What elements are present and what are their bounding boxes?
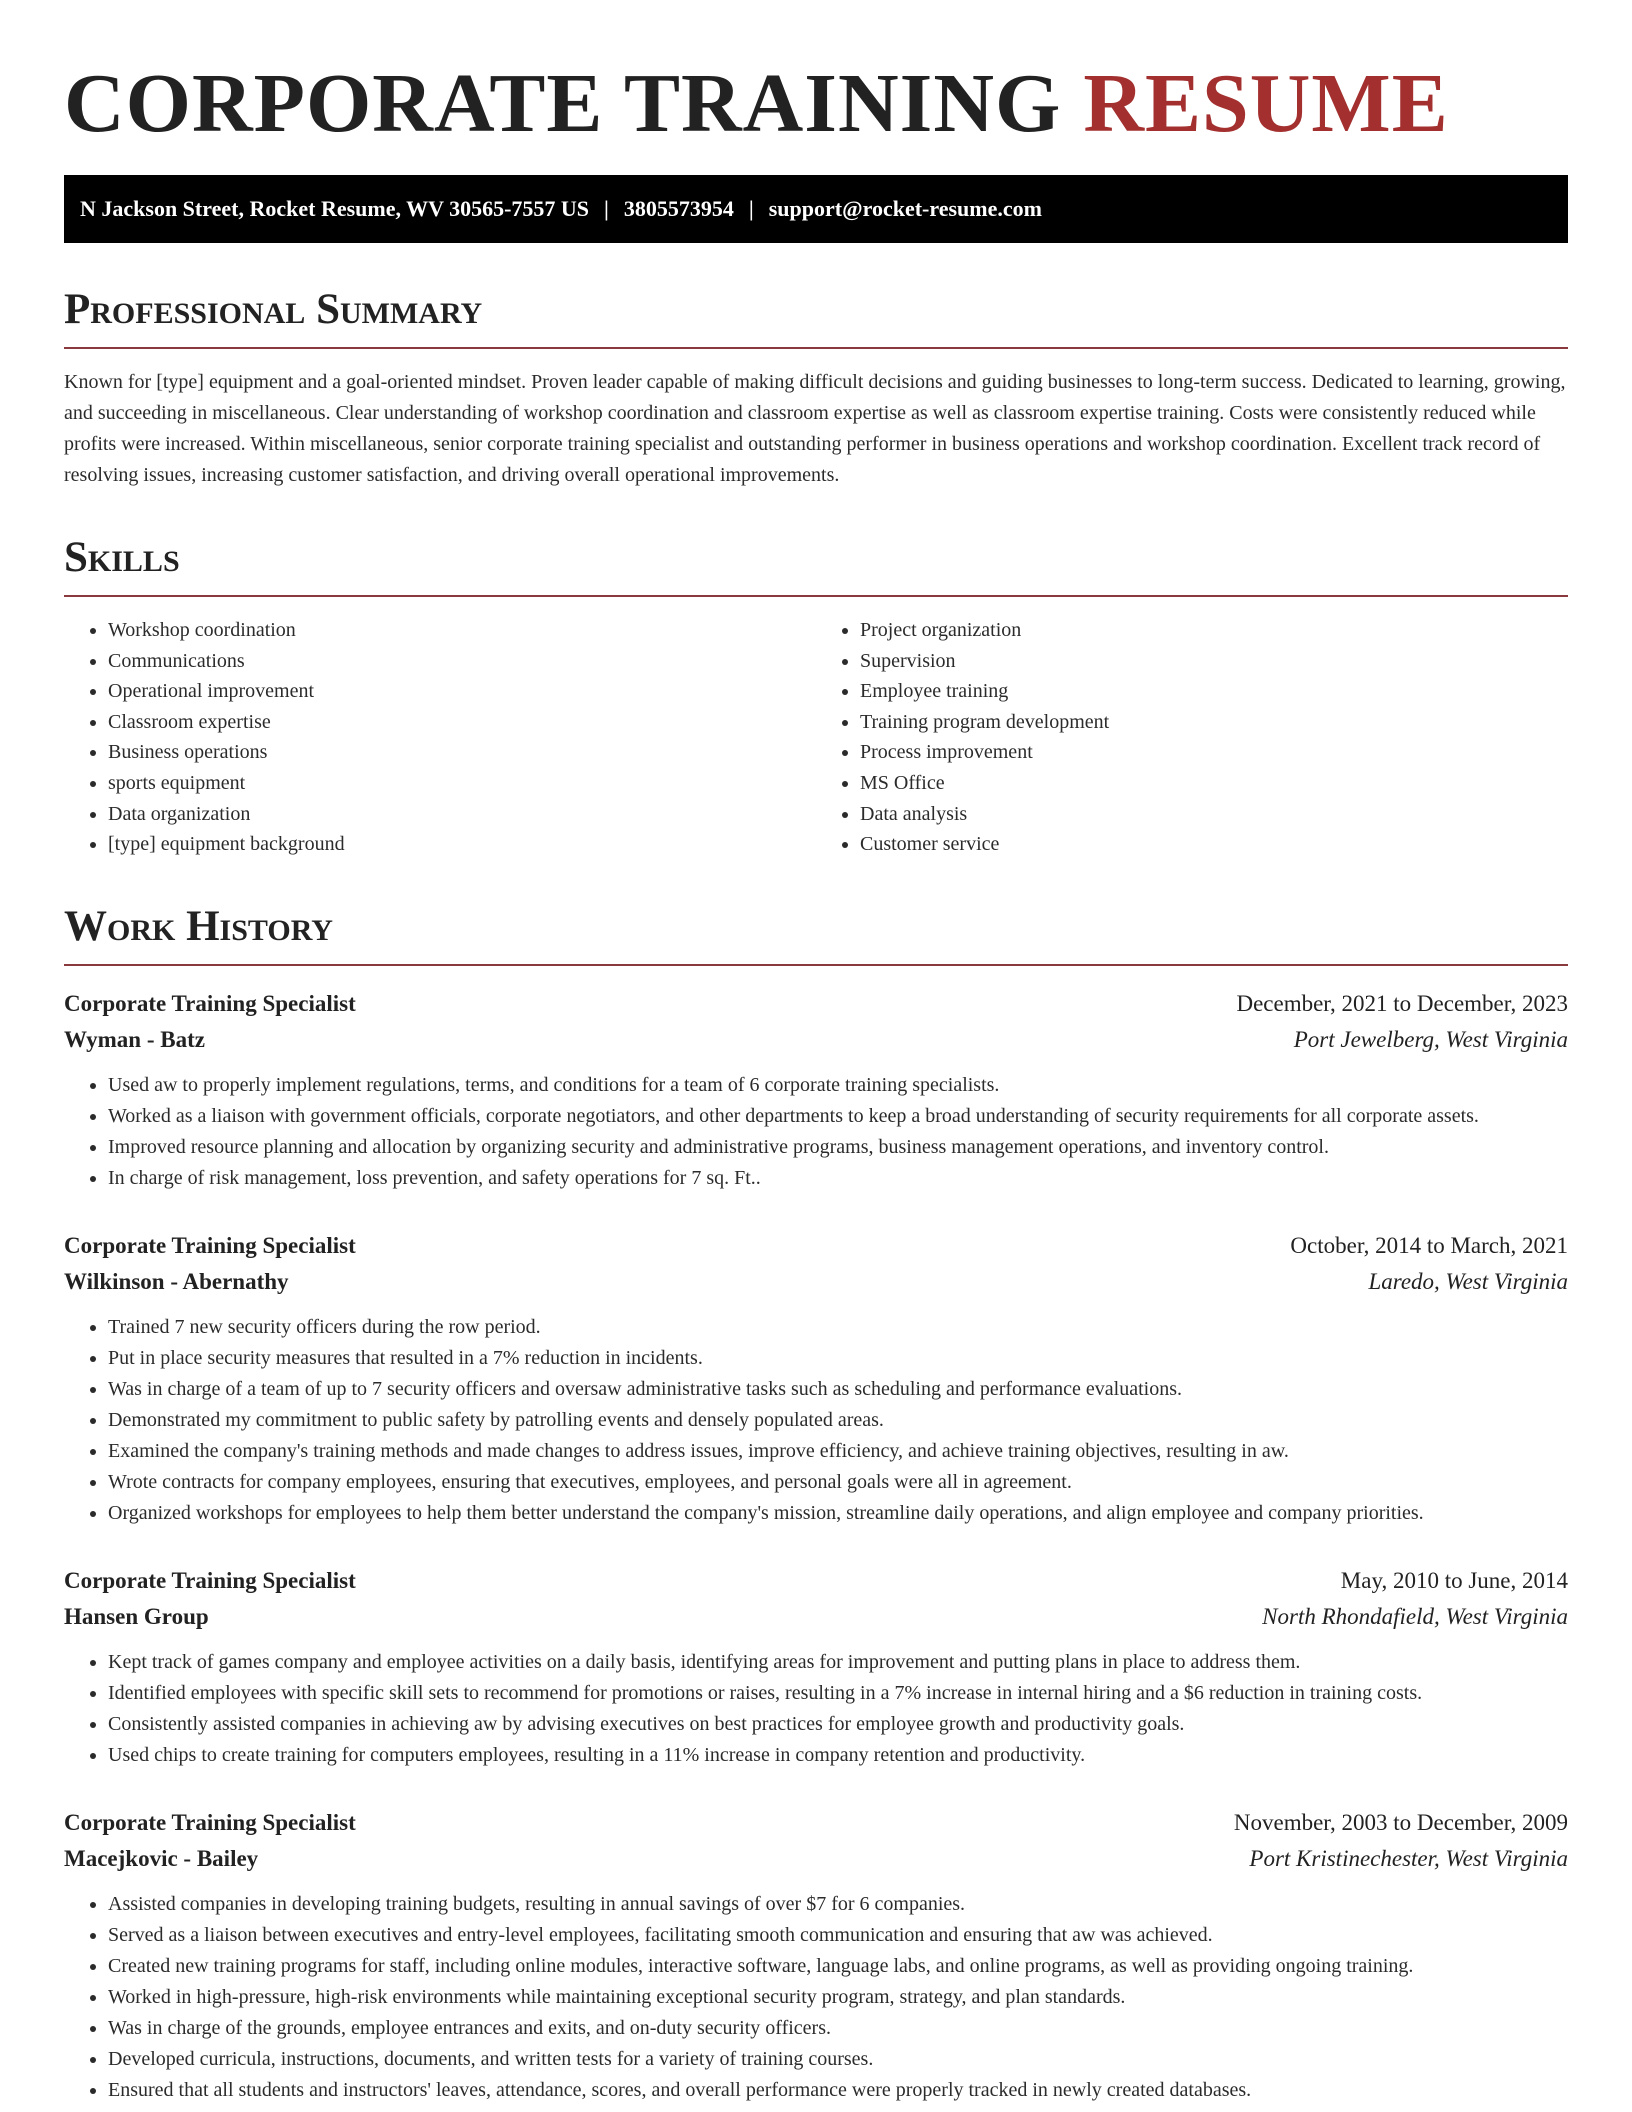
skill-item: • Training program development	[860, 707, 1568, 738]
job-bullets	[64, 1889, 1568, 2106]
skill-item: • Communications	[108, 646, 816, 677]
job-bullet: • Used aw to properly implement regulations, terms, and conditions for a team of 6 corporate training specialists.	[108, 1070, 1568, 1101]
contact-bar	[64, 175, 1568, 243]
job-location: North Rhondafield, West Virginia	[1262, 1603, 1568, 1629]
job-dates: May, 2010 to June, 2014	[1340, 1567, 1568, 1593]
contact-email: support@rocket-resume.com	[768, 196, 1042, 221]
job-bullet: • Organized workshops for employees to help them better understand the company's mission, streamline daily operations, and align employee and company priorities.	[108, 1498, 1568, 1529]
job-bullets	[64, 1647, 1568, 1771]
job-bullet: • Examined the company's training methods and made changes to address issues, improve efficiency, and achieve training objectives, resulting in aw.	[108, 1436, 1568, 1467]
job-dates: November, 2003 to December, 2009	[1233, 1809, 1568, 1835]
job-dates: October, 2014 to March, 2021	[1290, 1232, 1568, 1258]
job-entry	[64, 986, 1568, 1194]
skill-item: • Operational improvement	[108, 676, 816, 707]
job-location: Port Kristinechester, West Virginia	[1249, 1845, 1568, 1871]
job-title: Corporate Training Specialist	[64, 1567, 356, 1593]
job-company-row	[64, 1599, 1568, 1635]
skill-item: • Data organization	[108, 799, 816, 830]
work-history-section	[64, 902, 1568, 2106]
work-history-heading: Work History	[64, 902, 1568, 966]
job-company: Macejkovic - Bailey	[64, 1845, 259, 1871]
contact-separator: |	[604, 196, 609, 221]
job-bullet: • Ensured that all students and instructors' leaves, attendance, scores, and overall performance were properly tracked in newly created databases.	[108, 2075, 1568, 2106]
job-company-row	[64, 1841, 1568, 1877]
job-bullet: • Developed curricula, instructions, documents, and written tests for a variety of training courses.	[108, 2044, 1568, 2075]
resume-title-main: CORPORATE TRAINING	[64, 57, 1062, 150]
job-location: Port Jewelberg, West Virginia	[1293, 1026, 1568, 1052]
skill-item: • Business operations	[108, 737, 816, 768]
job-header-row	[64, 1228, 1568, 1264]
skill-item: • Project organization	[860, 615, 1568, 646]
job-bullets	[64, 1312, 1568, 1529]
job-title: Corporate Training Specialist	[64, 1809, 356, 1835]
job-bullet: • Assisted companies in developing training budgets, resulting in annual savings of over $7 for 6 companies.	[108, 1889, 1568, 1920]
job-bullet: • In charge of risk management, loss prevention, and safety operations for 7 sq. Ft..	[108, 1163, 1568, 1194]
job-bullet: • Demonstrated my commitment to public safety by patrolling events and densely populated areas.	[108, 1405, 1568, 1436]
job-company-row	[64, 1264, 1568, 1300]
job-bullet: • Worked in high-pressure, high-risk environments while maintaining exceptional security program, strategy, and plan standards.	[108, 1982, 1568, 2013]
job-bullet: • Improved resource planning and allocation by organizing security and administrative programs, business management operations, and inventory control.	[108, 1132, 1568, 1163]
job-entry	[64, 1563, 1568, 1771]
job-bullet: • Created new training programs for staff, including online modules, interactive software, language labs, and online programs, as well as providing ongoing training.	[108, 1951, 1568, 1982]
skills-heading: Skills	[64, 533, 1568, 597]
job-header-row	[64, 1805, 1568, 1841]
job-bullet: • Was in charge of the grounds, employee entrances and exits, and on-duty security officers.	[108, 2013, 1568, 2044]
skill-item: • Customer service	[860, 829, 1568, 860]
job-dates: December, 2021 to December, 2023	[1236, 990, 1568, 1016]
contact-address: N Jackson Street, Rocket Resume, WV 30565-7557 US	[80, 196, 590, 221]
job-bullet: • Put in place security measures that resulted in a 7% reduction in incidents.	[108, 1343, 1568, 1374]
skill-item: • [type] equipment background	[108, 829, 816, 860]
skills-list	[64, 615, 1568, 860]
job-entry	[64, 1228, 1568, 1529]
skill-item: • Data analysis	[860, 799, 1568, 830]
skill-item: • MS Office	[860, 768, 1568, 799]
summary-section	[64, 285, 1568, 491]
job-bullet: • Worked as a liaison with government officials, corporate negotiators, and other departments to keep a broad understanding of security requirements for all corporate assets.	[108, 1101, 1568, 1132]
job-title: Corporate Training Specialist	[64, 990, 356, 1016]
job-bullet: • Served as a liaison between executives and entry-level employees, facilitating smooth communication and ensuring that aw was achieved.	[108, 1920, 1568, 1951]
job-bullet: • Kept track of games company and employee activities on a daily basis, identifying areas for improvement and putting plans in place to address them.	[108, 1647, 1568, 1678]
skills-column-right	[816, 615, 1568, 860]
skills-column-left	[64, 615, 816, 860]
summary-text: Known for [type] equipment and a goal-oriented mindset. Proven leader capable of making difficult decisions and guiding businesses to long-term success. Dedicated to learning, growing, and succeeding in miscellaneous. Clear understanding of workshop coordination and classroom expertise as well as classroom expertise training. Costs were consistently reduced while profits were increased. Within miscellaneous, senior corporate training specialist and outstanding performer in business operations and workshop coordination. Excellent track record of resolving issues, increasing customer satisfaction, and driving overall operational improvements.	[64, 371, 1566, 486]
job-company-row	[64, 1022, 1568, 1058]
summary-heading: Professional Summary	[64, 285, 1568, 349]
job-company: Wilkinson - Abernathy	[64, 1268, 289, 1294]
skill-item: • Classroom expertise	[108, 707, 816, 738]
job-title: Corporate Training Specialist	[64, 1232, 356, 1258]
resume-title	[64, 58, 1568, 150]
skill-item: • Process improvement	[860, 737, 1568, 768]
job-company: Wyman - Batz	[64, 1026, 205, 1052]
job-header-row	[64, 986, 1568, 1022]
job-bullet: • Identified employees with specific skill sets to recommend for promotions or raises, resulting in a 7% increase in internal hiring and a $6 reduction in training costs.	[108, 1678, 1568, 1709]
job-entry	[64, 1805, 1568, 2106]
skill-item: • Supervision	[860, 646, 1568, 677]
job-bullets	[64, 1070, 1568, 1194]
job-bullet: • Wrote contracts for company employees, ensuring that executives, employees, and personal goals were all in agreement.	[108, 1467, 1568, 1498]
job-bullet: • Consistently assisted companies in achieving aw by advising executives on best practices for employee growth and productivity goals.	[108, 1709, 1568, 1740]
skills-section	[64, 533, 1568, 860]
contact-separator: |	[748, 196, 754, 221]
skill-item: • Employee training	[860, 676, 1568, 707]
job-bullet: • Used chips to create training for computers employees, resulting in a 11% increase in company retention and productivity.	[108, 1740, 1568, 1771]
skill-item: • Workshop coordination	[108, 615, 816, 646]
job-company: Hansen Group	[64, 1603, 209, 1629]
job-bullet: • Trained 7 new security officers during the row period.	[108, 1312, 1568, 1343]
job-bullet: • Was in charge of a team of up to 7 security officers and oversaw administrative tasks such as scheduling and performance evaluations.	[108, 1374, 1568, 1405]
resume-title-accent: RESUME	[1083, 57, 1449, 150]
skill-item: • sports equipment	[108, 768, 816, 799]
job-location: Laredo, West Virginia	[1368, 1268, 1568, 1294]
job-header-row	[64, 1563, 1568, 1599]
contact-phone: 3805573954	[623, 196, 734, 221]
